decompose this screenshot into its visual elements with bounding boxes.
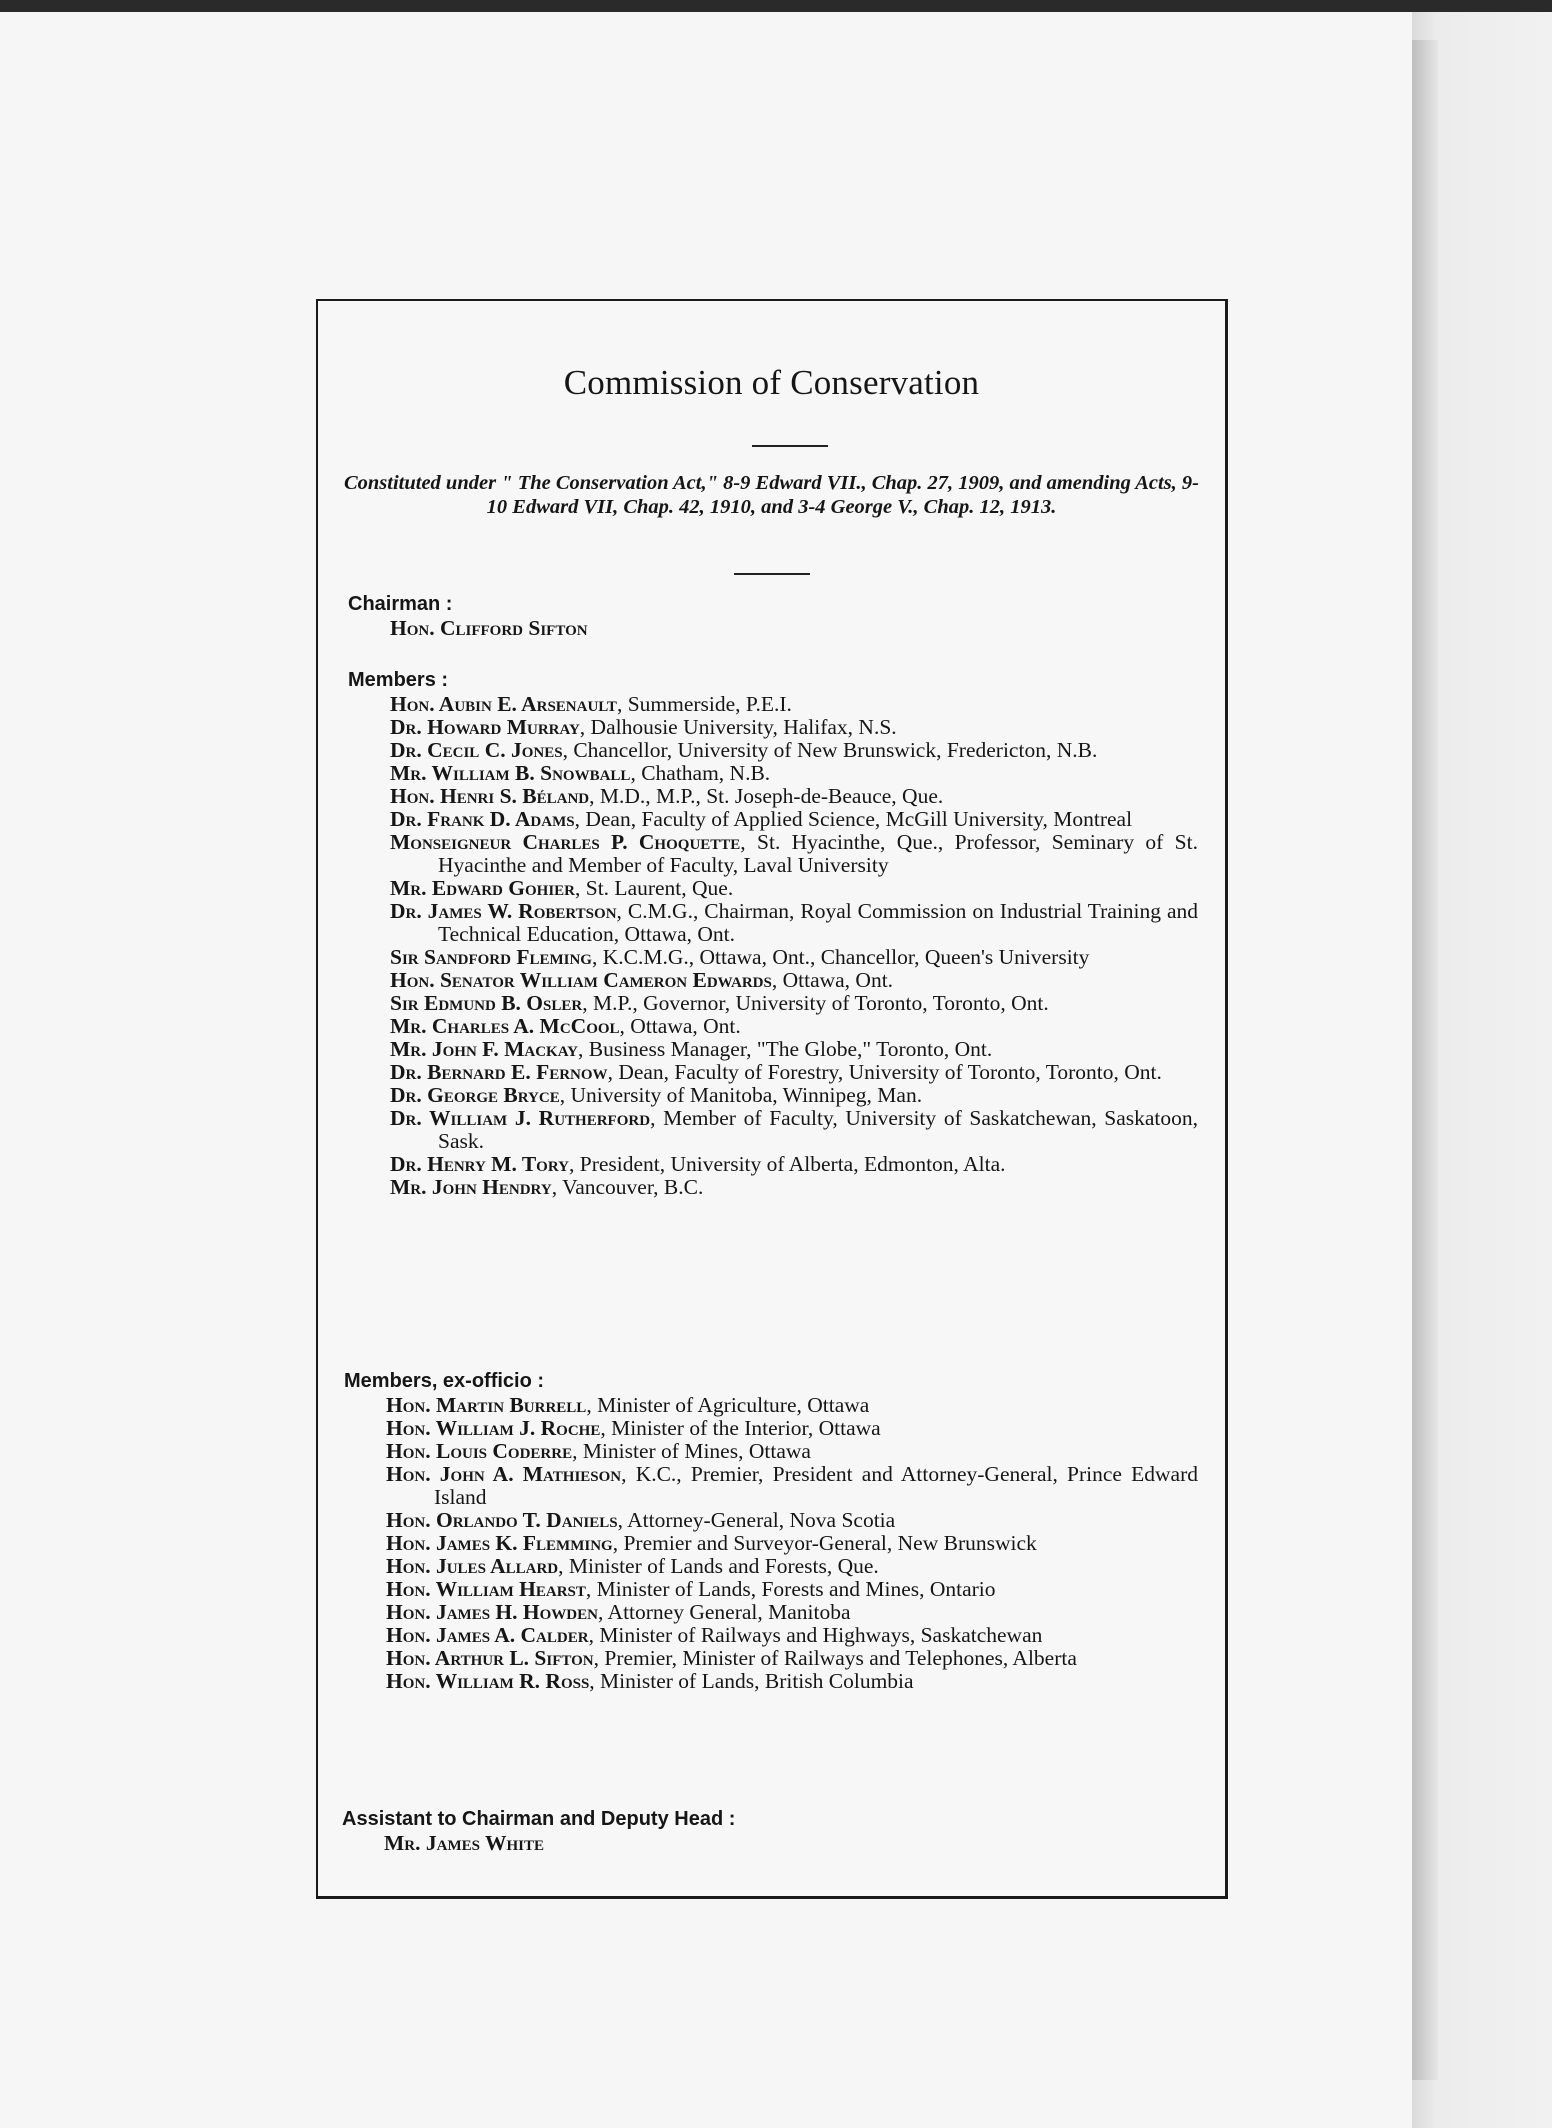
person-name: Hon. William R. Ross	[386, 1669, 590, 1693]
person-detail: , St. Hyacinthe, Que., Professor, Seminary of St. Hyacinthe and Member of Faculty, Laval University	[438, 830, 1198, 877]
list-item	[390, 1153, 1198, 1176]
title-divider	[752, 445, 828, 447]
person-name: Sir Sandford Fleming	[390, 945, 592, 969]
constitution-note: Constituted under " The Conservation Act," 8-9 Edward VII., Chap. 27, 1909, and amending Acts, 9-10 Edward VII, Chap. 42, 1910, and 3-4 George V., Chap. 12, 1913.	[343, 472, 1200, 518]
list-item	[390, 900, 1198, 946]
list-item	[390, 808, 1198, 831]
bordered-notice	[316, 299, 1228, 1899]
person-detail: , M.P., Governor, University of Toronto, Toronto, Ont.	[582, 991, 1049, 1015]
person-name: Mr. Edward Gohier	[390, 876, 575, 900]
person-detail: , Premier and Surveyor-General, New Brunswick	[612, 1531, 1037, 1555]
list-item	[390, 946, 1198, 969]
list-item	[390, 877, 1198, 900]
list-item	[386, 1440, 1198, 1463]
chairman-heading: Chairman :	[348, 593, 453, 615]
list-item	[386, 1624, 1198, 1647]
person-name: Hon. Aubin E. Arsenault	[390, 692, 617, 716]
person-detail: , M.D., M.P., St. Joseph-de-Beauce, Que.	[589, 784, 944, 808]
person-name: Hon. Martin Burrell	[386, 1393, 587, 1417]
person-name: Hon. James K. Flemming	[386, 1531, 613, 1555]
person-detail: , Vancouver, B.C.	[551, 1175, 704, 1199]
person-name: Hon. Henri S. Béland	[390, 784, 590, 808]
list-item	[390, 762, 1198, 785]
person-detail: , University of Manitoba, Winnipeg, Man.	[559, 1083, 923, 1107]
list-item	[386, 1463, 1198, 1509]
person-name: Hon. Louis Coderre	[386, 1439, 573, 1463]
person-name: Hon. John A. Mathieson	[386, 1462, 622, 1486]
person-name: Mr. John Hendry	[390, 1175, 552, 1199]
person-detail: , Chatham, N.B.	[630, 761, 771, 785]
list-item	[386, 1532, 1198, 1555]
person-detail: , Business Manager, "The Globe," Toronto, Ont.	[578, 1037, 993, 1061]
list-item	[390, 716, 1198, 739]
person-name: Hon. Senator William Cameron Edwards	[390, 968, 772, 992]
list-item	[386, 1417, 1198, 1440]
person-detail: , C.M.G., Chairman, Royal Commission on Industrial Training and Technical Education, Ottawa, Ont.	[438, 899, 1198, 946]
person-detail: , Minister of the Interior, Ottawa	[600, 1416, 881, 1440]
list-item	[390, 785, 1198, 808]
list-item	[390, 1015, 1198, 1038]
list-item	[390, 1084, 1198, 1107]
list-item	[390, 617, 1190, 640]
person-detail: , Minister of Lands, Forests and Mines, Ontario	[585, 1577, 996, 1601]
list-item	[386, 1601, 1198, 1624]
person-name: Hon. Arthur L. Sifton	[386, 1646, 594, 1670]
list-item	[390, 831, 1198, 877]
list-item	[390, 739, 1198, 762]
person-name: Dr. Cecil C. Jones	[390, 738, 563, 762]
person-name: Mr. William B. Snowball	[390, 761, 631, 785]
list-item	[390, 969, 1198, 992]
person-detail: , Ottawa, Ont.	[619, 1014, 741, 1038]
person-name: Hon. Jules Allard	[386, 1554, 559, 1578]
list-item	[390, 1061, 1198, 1084]
person-name: Dr. William J. Rutherford	[390, 1106, 651, 1130]
list-item	[390, 1038, 1198, 1061]
person-name: Hon. William Hearst	[386, 1577, 586, 1601]
person-detail: , Ottawa, Ont.	[771, 968, 894, 992]
page-title: Commission of Conservation	[563, 363, 980, 402]
ex-officio-heading: Members, ex-officio :	[344, 1370, 545, 1392]
person-name: Mr. Charles A. McCool	[390, 1014, 620, 1038]
person-detail: , K.C., Premier, President and Attorney-General, Prince Edward Island	[434, 1462, 1198, 1509]
person-name: Dr. Howard Murray	[390, 715, 580, 739]
person-detail: , Minister of Railways and Highways, Saskatchewan	[588, 1623, 1043, 1647]
person-name: Dr. Frank D. Adams	[390, 807, 575, 831]
assistant-list	[384, 1832, 1184, 1855]
person-name: Dr. George Bryce	[390, 1083, 560, 1107]
page-fold-shadow	[1412, 40, 1438, 2080]
person-detail: , Summerside, P.E.I.	[616, 692, 792, 716]
list-item	[390, 1107, 1198, 1153]
person-name: Hon. William J. Roche	[386, 1416, 601, 1440]
person-name: Mr. James White	[384, 1831, 544, 1855]
person-detail: , Minister of Agriculture, Ottawa	[586, 1393, 870, 1417]
person-detail: , Dean, Faculty of Forestry, University of Toronto, Toronto, Ont.	[607, 1060, 1162, 1084]
ex-officio-list	[386, 1394, 1198, 1693]
list-item	[386, 1509, 1198, 1532]
person-detail: , Dean, Faculty of Applied Science, McGill University, Montreal	[574, 807, 1133, 831]
person-detail: , K.C.M.G., Ottawa, Ont., Chancellor, Queen's University	[591, 945, 1090, 969]
list-item	[386, 1394, 1198, 1417]
person-name: Hon. James H. Howden	[386, 1600, 598, 1624]
list-item	[390, 1176, 1198, 1199]
person-detail: , Member of Faculty, University of Saskatchewan, Saskatoon, Sask.	[438, 1106, 1199, 1153]
person-name: Sir Edmund B. Osler	[390, 991, 583, 1015]
assistant-heading: Assistant to Chairman and Deputy Head :	[342, 1808, 736, 1830]
person-name: Dr. Henry M. Tory	[390, 1152, 569, 1176]
person-detail: , Minister of Lands, British Columbia	[589, 1669, 914, 1693]
scanned-page	[0, 12, 1412, 2128]
list-item	[386, 1555, 1198, 1578]
list-item	[386, 1670, 1198, 1693]
members-list	[390, 693, 1198, 1199]
list-item	[390, 992, 1198, 1015]
note-divider	[734, 573, 810, 575]
person-name: Dr. James W. Robertson	[390, 899, 617, 923]
list-item	[390, 693, 1198, 716]
person-name: Hon. Orlando T. Daniels	[386, 1508, 618, 1532]
person-detail: , Dalhousie University, Halifax, N.S.	[579, 715, 897, 739]
person-detail: , St. Laurent, Que.	[575, 876, 734, 900]
list-item	[384, 1832, 1184, 1855]
person-detail: , President, University of Alberta, Edmonton, Alta.	[568, 1152, 1006, 1176]
person-detail: , Premier, Minister of Railways and Telephones, Alberta	[593, 1646, 1077, 1670]
chairman-list	[390, 617, 1190, 640]
list-item	[386, 1578, 1198, 1601]
person-name: Hon. James A. Calder	[386, 1623, 589, 1647]
person-detail: , Chancellor, University of New Brunswick, Fredericton, N.B.	[562, 738, 1098, 762]
list-item	[386, 1647, 1198, 1670]
person-detail: , Attorney General, Manitoba	[597, 1600, 851, 1624]
person-detail: , Minister of Mines, Ottawa	[572, 1439, 811, 1463]
person-name: Monseigneur Charles P. Choquette	[390, 830, 741, 854]
person-detail: , Attorney-General, Nova Scotia	[617, 1508, 896, 1532]
person-detail: , Minister of Lands and Forests, Que.	[558, 1554, 879, 1578]
members-heading: Members :	[348, 669, 449, 691]
person-name: Dr. Bernard E. Fernow	[390, 1060, 608, 1084]
person-name: Hon. Clifford Sifton	[390, 616, 588, 640]
person-name: Mr. John F. Mackay	[390, 1037, 578, 1061]
